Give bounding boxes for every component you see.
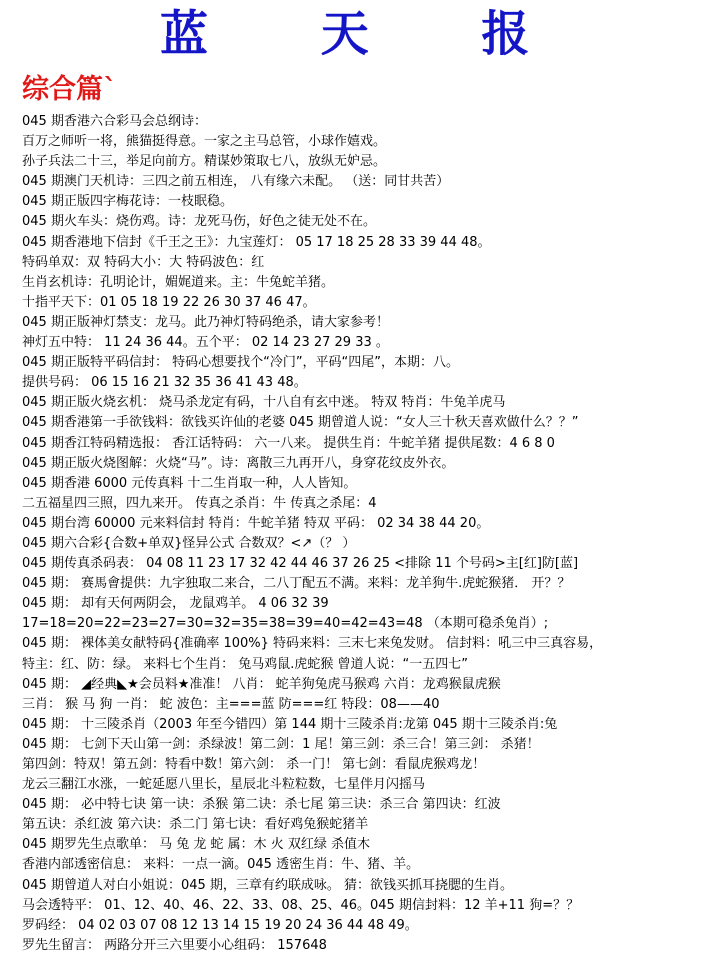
text-line: 045 期： 七剑下天山第一剑：杀绿波！第二剑：1 尾！第三剑：杀三合！第三剑： 杀猪！ — [22, 736, 540, 752]
text-line: 045 期正版四字梅花诗：一枝眠稳。 — [22, 194, 233, 210]
text-line: 045 期正版特平码信封： 特码心想要找个“冷门”，平码“四尾”，本期：八。 — [22, 355, 460, 371]
text-line: 045 期传真杀码表： 04 08 11 23 17 32 42 44 46 37 26 25 <排除 11 个号码>主[红]防[蓝] — [22, 556, 579, 572]
text-line: 045 期： 赛馬會提供：九字独取二来合，二八丁配五不满。来料：龙羊狗牛.虎蛇猴猪． 开？？ — [22, 576, 571, 592]
text-line: 神灯五中特： 11 24 36 44。五个平： 02 14 23 27 29 33 。 — [22, 335, 389, 351]
article-body — [22, 112, 722, 956]
text-line: 罗先生留言： 两路分开三六里要小心组码： 157648 — [22, 937, 327, 953]
section-heading: 综合篇` — [22, 74, 117, 105]
text-line: 045 期： 必中特七诀 第一诀：杀猴 第二诀：杀七尾 第三诀：杀三合 第四诀：红波 — [22, 797, 501, 813]
text-line: 045 期曾道人对白小姐说：045 期，三章有约联成咏。 猜：欲钱买抓耳挠腮的生肖。 — [22, 877, 514, 893]
text-line: 045 期香江特码精选报： 香江话特码： 六一八来。 提供生肖：牛蛇羊猪 提供尾数：4 6 8 0 — [22, 435, 555, 451]
text-line: 提供号码： 06 15 16 21 32 35 36 41 43 48。 — [22, 375, 307, 391]
newspaper-title: 蓝 天 报 — [160, 6, 578, 62]
text-line: 045 期正版火烧图解：火烧“马”。诗：离散三九再开八，身穿花纹皮外衣。 — [22, 455, 455, 471]
text-line: 045 期香港地下信封《千王之王》：九宝莲灯： 05 17 18 25 28 33 39 44 48。 — [22, 234, 491, 250]
text-line: 045 期火车头：烧伤鸡。诗：龙死马伤，好色之徒无处不在。 — [22, 214, 376, 230]
text-line: 045 期台湾 60000 元来料信封 特肖：牛蛇羊猪 特双 平码： 02 34 38 44 20。 — [22, 515, 490, 531]
text-line: 045 期： 裸体美女献特码{准确率 100%} 特码来料：三末七来兔发财。 信封料：吼三中三真容易， — [22, 636, 603, 652]
text-line: 045 期罗先生点歌单： 马 兔 龙 蛇 属：木 火 双红绿 杀值木 — [22, 837, 371, 853]
text-line: 045 期澳门天机诗：三四之前五相连， 八有缘六未配。 （送：同甘共苦） — [22, 174, 450, 190]
text-line: 特码单双：双 特码大小：大 特码波色：红 — [22, 254, 265, 270]
text-line: 第四剑：特双！第五剑：特看中数！第六剑： 杀一门！ 第七剑：看鼠虎猴鸡龙！ — [22, 757, 486, 772]
masthead — [0, 0, 727, 70]
text-line: 045 期： ◢经典◣★会员料★准准！ 八肖： 蛇羊狗兔虎马猴鸡 六肖：龙鸡猴鼠虎猴 — [22, 676, 501, 692]
text-line: 龙云三翻江水涨，一蛇延愿八里长，星辰北斗粒粒数，七星伴月闪摇马 — [22, 777, 426, 793]
text-line: 第五诀：杀红波 第六诀：杀二门 第七诀：看好鸡兔猴蛇猪羊 — [22, 817, 369, 833]
text-line: 二五福星四三照，四九来开。 传真之杀肖：牛 传真之杀尾：4 — [22, 495, 377, 511]
text-line: 045 期正版火烧玄机： 烧马杀龙定有码，十八自有玄中迷。 特双 特肖：牛兔羊虎马 — [22, 395, 506, 411]
text-line: 十指平天下：01 05 18 19 22 26 30 37 46 47。 — [22, 294, 316, 310]
text-line: 045 期香港 6000 元传真料 十二生肖取一种，人人皆知。 — [22, 475, 357, 491]
text-line: 17=18=20=22=23=27=30=32=35=38=39=40=42=43=48 （本期可稳杀兔肖）; — [22, 616, 549, 632]
text-line: 045 期香港第一手欲钱料：欲钱买许仙的老婆 045 期曾道人说：“女人三十秋天喜欢做什么？？” — [22, 415, 579, 431]
text-line: 特主：红、防：绿。 来料七个生肖： 兔马鸡鼠.虎蛇猴 曾道人说：“一五四七” — [22, 656, 468, 672]
text-line: 香港内部透密信息： 来料：一点一滴。045 透密生肖：牛、猪、羊。 — [22, 857, 420, 873]
text-line: 045 期： 十三陵杀肖（2003 年至今错四）第 144 期十三陵杀肖:龙第 045 期十三陵杀肖:兔 — [22, 716, 558, 732]
text-line: 百万之师听一将，熊猫挺得意。一家之主马总管，小球作嬉戏。 — [22, 134, 387, 150]
text-line: 生肖玄机诗：孔明论计，媚娓道来。主：牛兔蛇羊猪。 — [22, 274, 335, 290]
text-line: 孙子兵法二十三，举足向前方。精谋妙策取七八，放纵无妒忌。 — [22, 154, 387, 170]
text-line: 罗码经： 04 02 03 07 08 12 13 14 15 19 20 24 36 44 48 49。 — [22, 917, 418, 933]
text-line: 045 期香港六合彩马会总纲诗： — [22, 114, 207, 129]
text-line: 045 期： 却有天何两阴会， 龙鼠鸡羊。 4 06 32 39 — [22, 596, 329, 612]
text-line: 三肖： 猴 马 狗 一肖： 蛇 波色：主===蓝 防===红 特段：08——40 — [22, 696, 440, 712]
text-line: 马会透特平： 01、12、40、46、22、33、08、25、46。045 期信封料：12 羊+11 狗=？？ — [22, 897, 580, 913]
text-line: 045 期六合彩{合数+单双}怪异公式 合数双？<↗（？ ） — [22, 535, 356, 551]
text-line: 045 期正版神灯禁支：龙马。此乃神灯特码绝杀，请大家参考！ — [22, 314, 389, 330]
